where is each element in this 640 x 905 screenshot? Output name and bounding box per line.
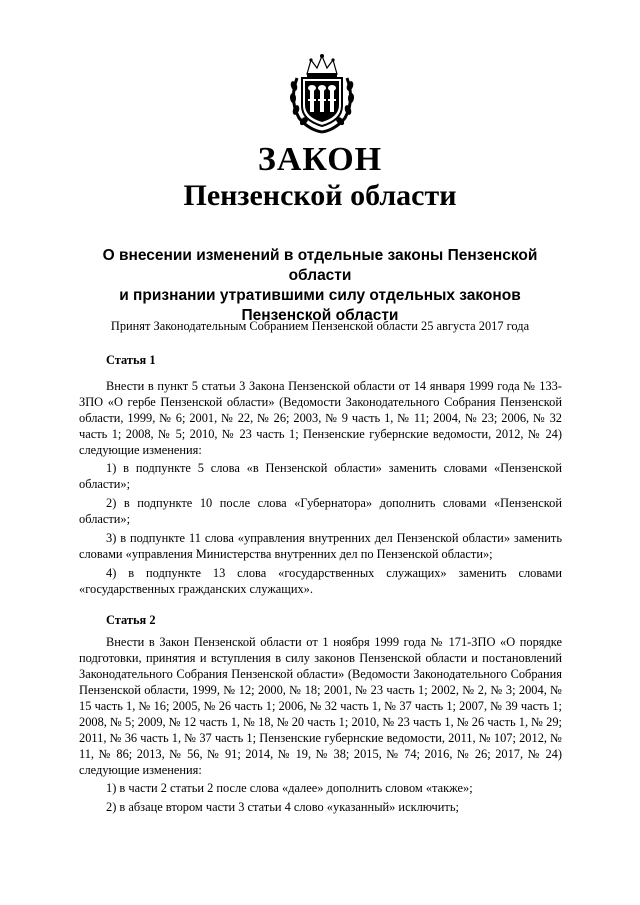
amendment-list (79, 460, 562, 597)
adoption-note: Принят Законодательным Собранием Пензенской области 25 августа 2017 года (110, 319, 530, 333)
amendment-item: 4) в подпункте 13 слова «государственных служащих» заменить словами «государственных гражданских служащих». (79, 566, 562, 596)
article-intro: Внести в Закон Пензенской области от 1 ноября 1999 года № 171-ЗПО «О порядке подготовки, принятия и вступления в силу законов Пензенской области и постановлений Законодательного Собрания Пензенской области» (Ведомости Законодательного Собрания Пензенской области, 1999, № 12; 2000, № 18; 2001, № 23 часть 1; 2002, № 2, № 3; 2004, № 15 часть 1, № 16; 2005, № 26 часть 1; 2006, № 32 часть 1, № 37 часть 1; 2007, № 39 часть 1; 2008, № 5; 2009, № 12 часть 1, № 18, № 20 часть 1; 2010, № 23 часть 1, № 26 часть 1, № 29; 2011, № 36 часть 1, № 37 часть 1; Пензенские губернские ведомости, 2011, № 107; 2012, № 11, № 86; 2013, № 56, № 91; 2014, № 19, № 38; 2015, № 74; 2016, № 26; 2017, № 24) следующие изменения: (79, 635, 562, 777)
document-heading (70, 246, 570, 326)
amendment-item: 2) в подпункте 10 после слова «Губернатора» дополнить словами «Пензенской области»; (79, 496, 562, 526)
article-intro: Внести в пункт 5 статьи 3 Закона Пензенской области от 14 января 1999 года № 133-ЗПО «О гербе Пензенской области» (Ведомости Законодательного Собрания Пензенской области, 1999, № 6; 2001, № 22, № 26; 2003, № 9 часть 1, № 11; 2004, № 23; 2006, № 32 часть 1; 2008, № 5; 2010, № 23 часть 1; Пензенские губернские ведомости, 2012, № 24) следующие изменения: (79, 379, 562, 457)
amendment-item: 3) в подпункте 11 слова «управления внутренних дел Пензенской области» заменить словами «управления Министерства внутренних дел по Пензенской области»; (79, 531, 562, 561)
article-title: Статья 2 (106, 613, 156, 627)
law-title: ЗАКОН (257, 141, 383, 178)
article-title: Статья 1 (106, 353, 156, 367)
heading-line: и признании утратившими силу отдельных законов (119, 287, 521, 304)
coat-of-arms-icon (287, 52, 357, 134)
amendment-list (79, 780, 562, 815)
article-1 (79, 352, 562, 597)
law-subtitle: Пензенской области (183, 179, 457, 212)
amendment-item: 1) в части 2 статьи 2 после слова «далее» дополнить словом «также»; (106, 781, 473, 795)
heading-line: Пензенской области (241, 307, 399, 324)
amendment-item: 2) в абзаце втором части 3 статьи 4 слово «указанный» исключить; (106, 800, 459, 814)
heading-line: О внесении изменений в отдельные законы Пензенской области (102, 247, 538, 284)
amendment-item: 1) в подпункте 5 слова «в Пензенской области» заменить словами «Пензенской области»; (79, 461, 562, 491)
article-2 (79, 612, 562, 815)
